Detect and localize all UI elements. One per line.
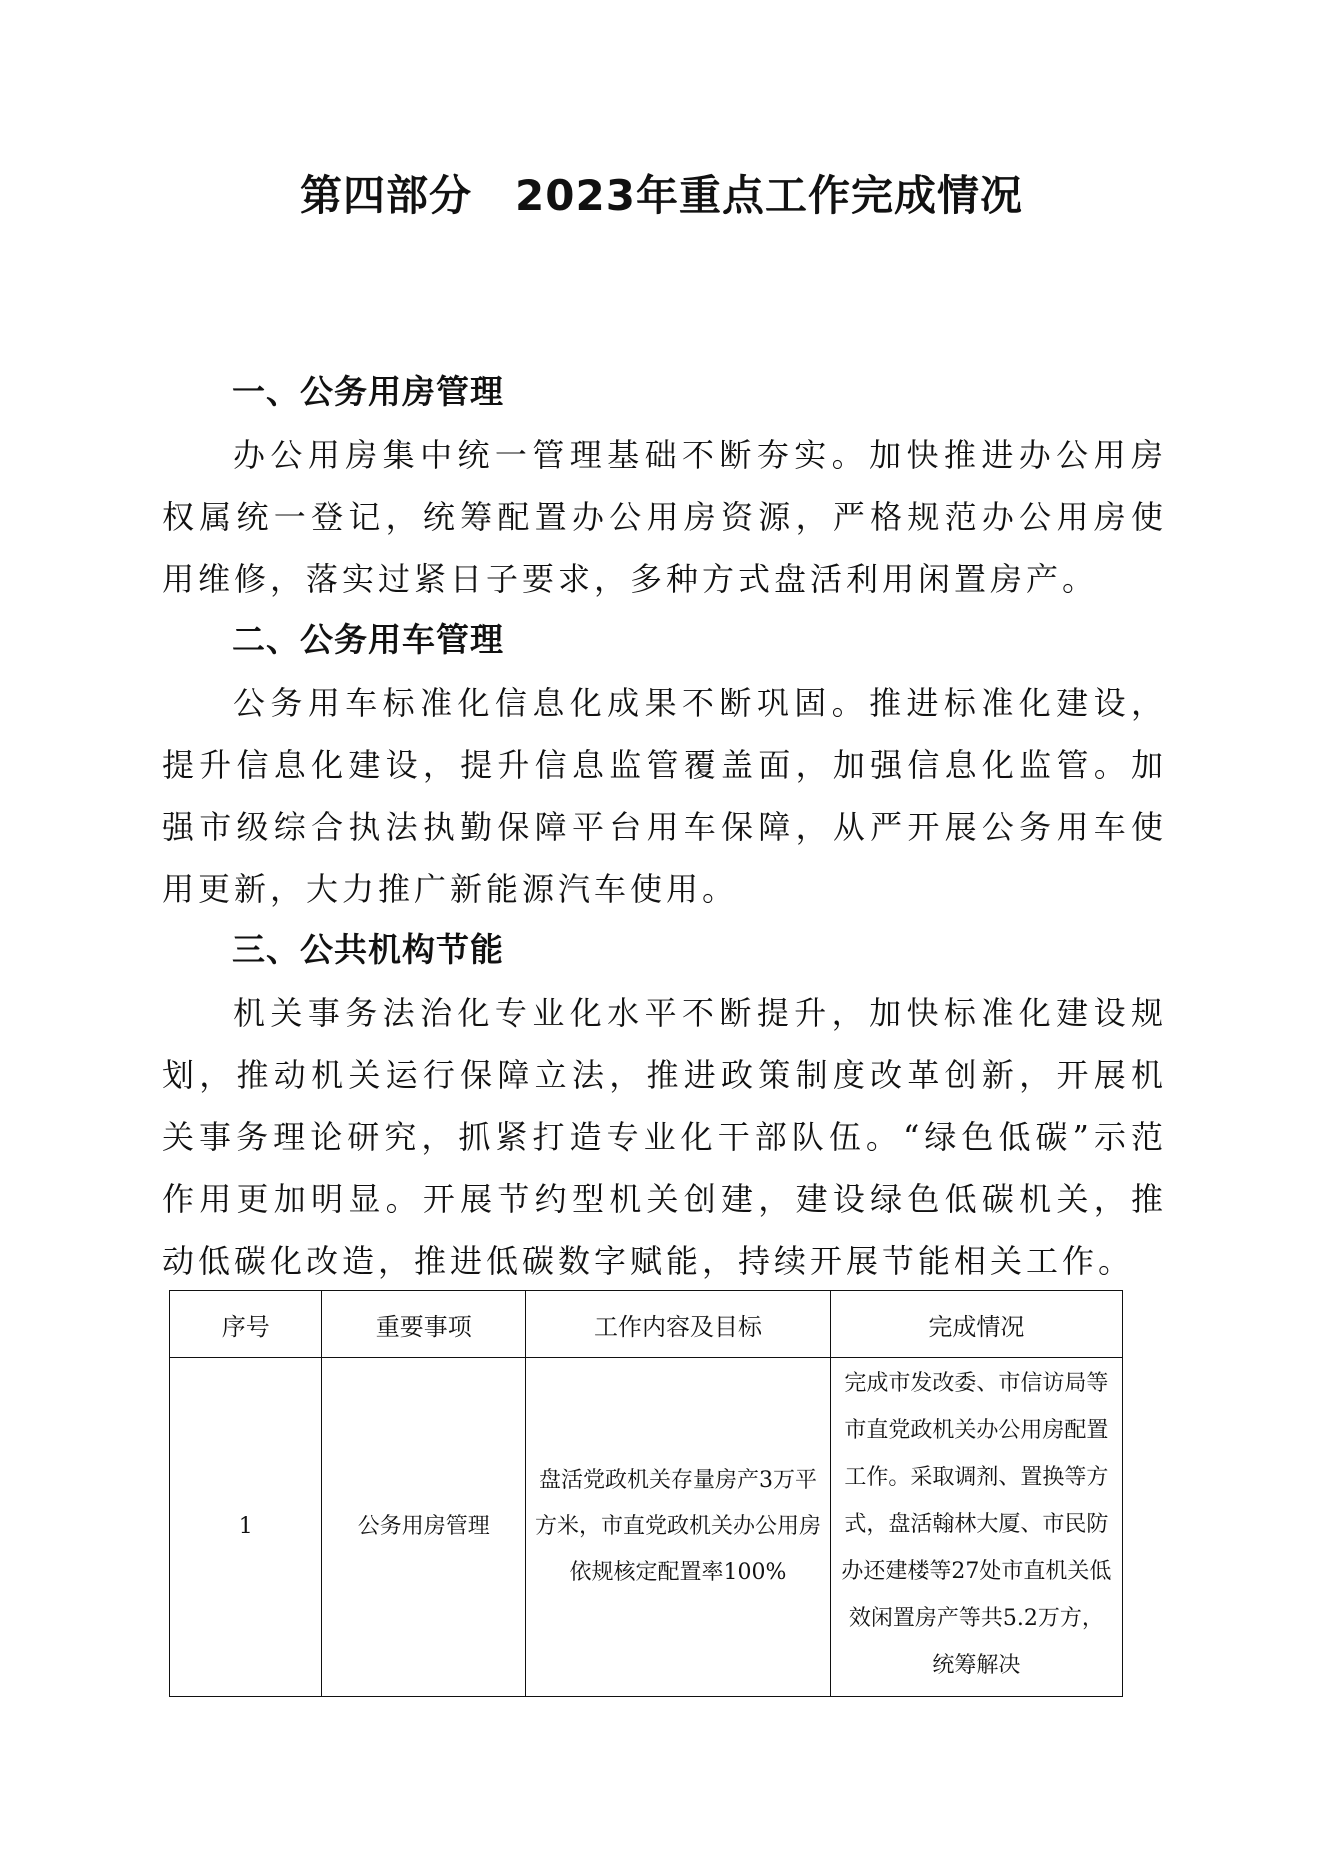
cell-goal: 盘活党政机关存量房产3万平方米，市直党政机关办公用房依规核定配置率100%: [526, 1358, 831, 1697]
section-heading-office-housing: 一、公务用房管理: [232, 372, 504, 411]
section-paragraph-energy-saving: 机关事务法治化专业化水平不断提升，加快标准化建设规划，推动机关运行保障立法，推进政策制度改革创新，开展机关事务理论研究，抓紧打造专业化干部队伍。“绿色低碳”示范作用更加明显。开展节约型机关创建，建设绿色低碳机关，推动低碳化改造，推进低碳数字赋能，持续开展节能相关工作。: [162, 994, 1167, 1280]
section-heading-energy-saving: 三、公共机构节能: [232, 930, 504, 969]
header-status: 完成情况: [830, 1291, 1122, 1358]
header-index: 序号: [170, 1291, 322, 1358]
key-work-table: [169, 1290, 1123, 1697]
section-heading-official-vehicles: 二、公务用车管理: [232, 620, 504, 659]
section-paragraph-official-vehicles: 公务用车标准化信息化成果不断巩固。推进标准化建设，提升信息化建设，提升信息监管覆盖面，加强信息化监管。加强市级综合执法执勤保障平台用车保障，从严开展公务用车使用更新，大力推广新能源汽车使用。: [162, 684, 1167, 908]
header-goal: 工作内容及目标: [526, 1291, 831, 1358]
page-title: 第四部分 2023年重点工作完成情况: [300, 171, 1023, 220]
header-item: 重要事项: [322, 1291, 526, 1358]
cell-index: 1: [170, 1358, 322, 1697]
table-header-row: [170, 1291, 1123, 1358]
cell-item: 公务用房管理: [322, 1358, 526, 1697]
table-row: [170, 1358, 1123, 1697]
cell-status: 完成市发改委、市信访局等市直党政机关办公用房配置工作。采取调剂、置换等方式，盘活翰林大厦、市民防办还建楼等27处市直机关低效闲置房产等共5.2万方，统筹解决: [830, 1358, 1122, 1697]
section-paragraph-office-housing: 办公用房集中统一管理基础不断夯实。加快推进办公用房权属统一登记，统筹配置办公用房资源，严格规范办公用房使用维修，落实过紧日子要求，多种方式盘活利用闲置房产。: [162, 436, 1167, 598]
